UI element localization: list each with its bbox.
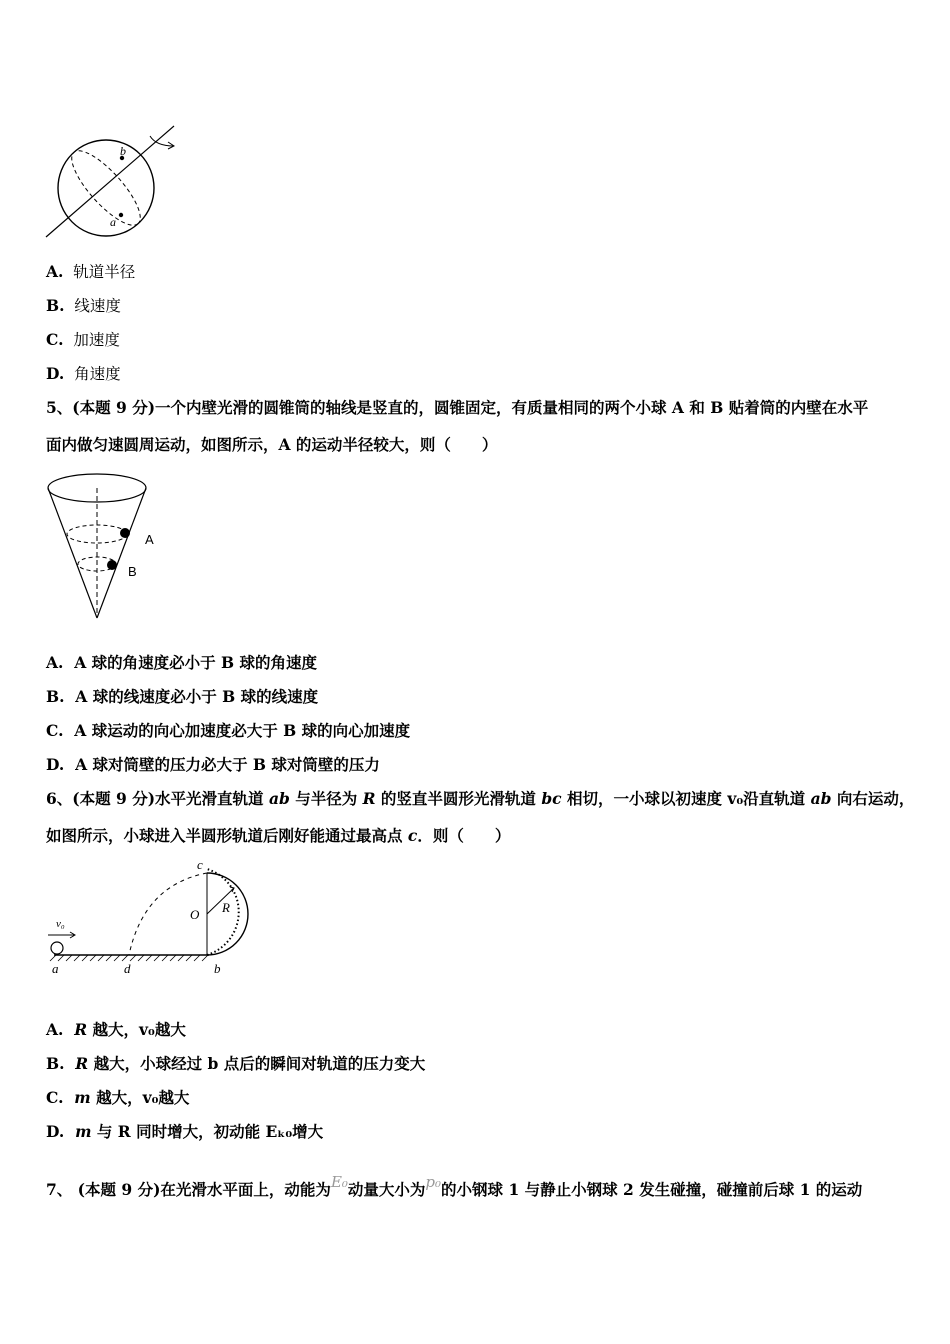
q4-option-b[interactable]: B. 线速度: [46, 296, 121, 315]
label-a: a: [110, 215, 116, 229]
label-B: B: [128, 564, 137, 579]
label-v0: v₀: [56, 918, 65, 930]
label-O: O: [190, 907, 200, 922]
cone-figure: [44, 470, 164, 625]
e0-symbol: E₀: [330, 1173, 348, 1191]
label-d: d: [124, 961, 131, 976]
label-c: c: [197, 857, 203, 872]
track-figure: [44, 855, 259, 985]
label-a: a: [52, 961, 59, 976]
label-b: b: [120, 144, 126, 158]
q5-stem-line1: 5、(本题 9 分)一个内壁光滑的圆锥筒的轴线是竖直的，圆锥固定，有质量相同的两个小球 A 和 B 贴着筒的内壁在水平: [46, 398, 869, 417]
q7-stem: 7、 (本题 9 分)在光滑水平面上，动能为E₀动量大小为p₀的小钢球 1 与静止小钢球 2 发生碰撞，碰撞前后球 1 的运动: [46, 1173, 863, 1199]
q6-option-b[interactable]: B. R 越大，小球经过 b 点后的瞬间对轨道的压力变大: [46, 1054, 426, 1073]
q4-option-a[interactable]: A. 轨道半径: [46, 262, 136, 281]
label-A: A: [145, 532, 154, 547]
q5-stem-line2: 面内做匀速圆周运动，如图所示，A 的运动半径较大，则（ ）: [46, 435, 498, 454]
q5-option-c[interactable]: C. A 球运动的向心加速度必大于 B 球的向心加速度: [46, 721, 411, 740]
p0-symbol: p₀: [425, 1173, 442, 1191]
label-R: R: [222, 900, 230, 915]
q6-option-d[interactable]: D. m 与 R 同时增大，初动能 Eₖ₀增大: [46, 1122, 324, 1141]
rotating-sphere-figure: [40, 118, 185, 243]
q6-option-a[interactable]: A. R 越大，v₀越大: [46, 1020, 186, 1039]
label-b: b: [214, 961, 221, 976]
q5-option-d[interactable]: D. A 球对筒壁的压力必大于 B 球对筒壁的压力: [46, 755, 380, 774]
q4-option-d[interactable]: D. 角速度: [46, 364, 121, 383]
q6-option-c[interactable]: C. m 越大，v₀越大: [46, 1088, 190, 1107]
q6-stem-line1: 6、(本题 9 分)水平光滑直轨道 ab 与半径为 R 的竖直半圆形光滑轨道 bc 相切，一小球以初速度 v₀沿直轨道 ab 向右运动，: [46, 789, 915, 808]
q5-option-a[interactable]: A. A 球的角速度必小于 B 球的角速度: [46, 653, 318, 672]
q5-option-b[interactable]: B. A 球的线速度必小于 B 球的线速度: [46, 687, 319, 706]
q4-option-c[interactable]: C. 加速度: [46, 330, 120, 349]
q6-stem-line2: 如图所示，小球进入半圆形轨道后刚好能通过最高点 c．则（ ）: [46, 826, 511, 845]
